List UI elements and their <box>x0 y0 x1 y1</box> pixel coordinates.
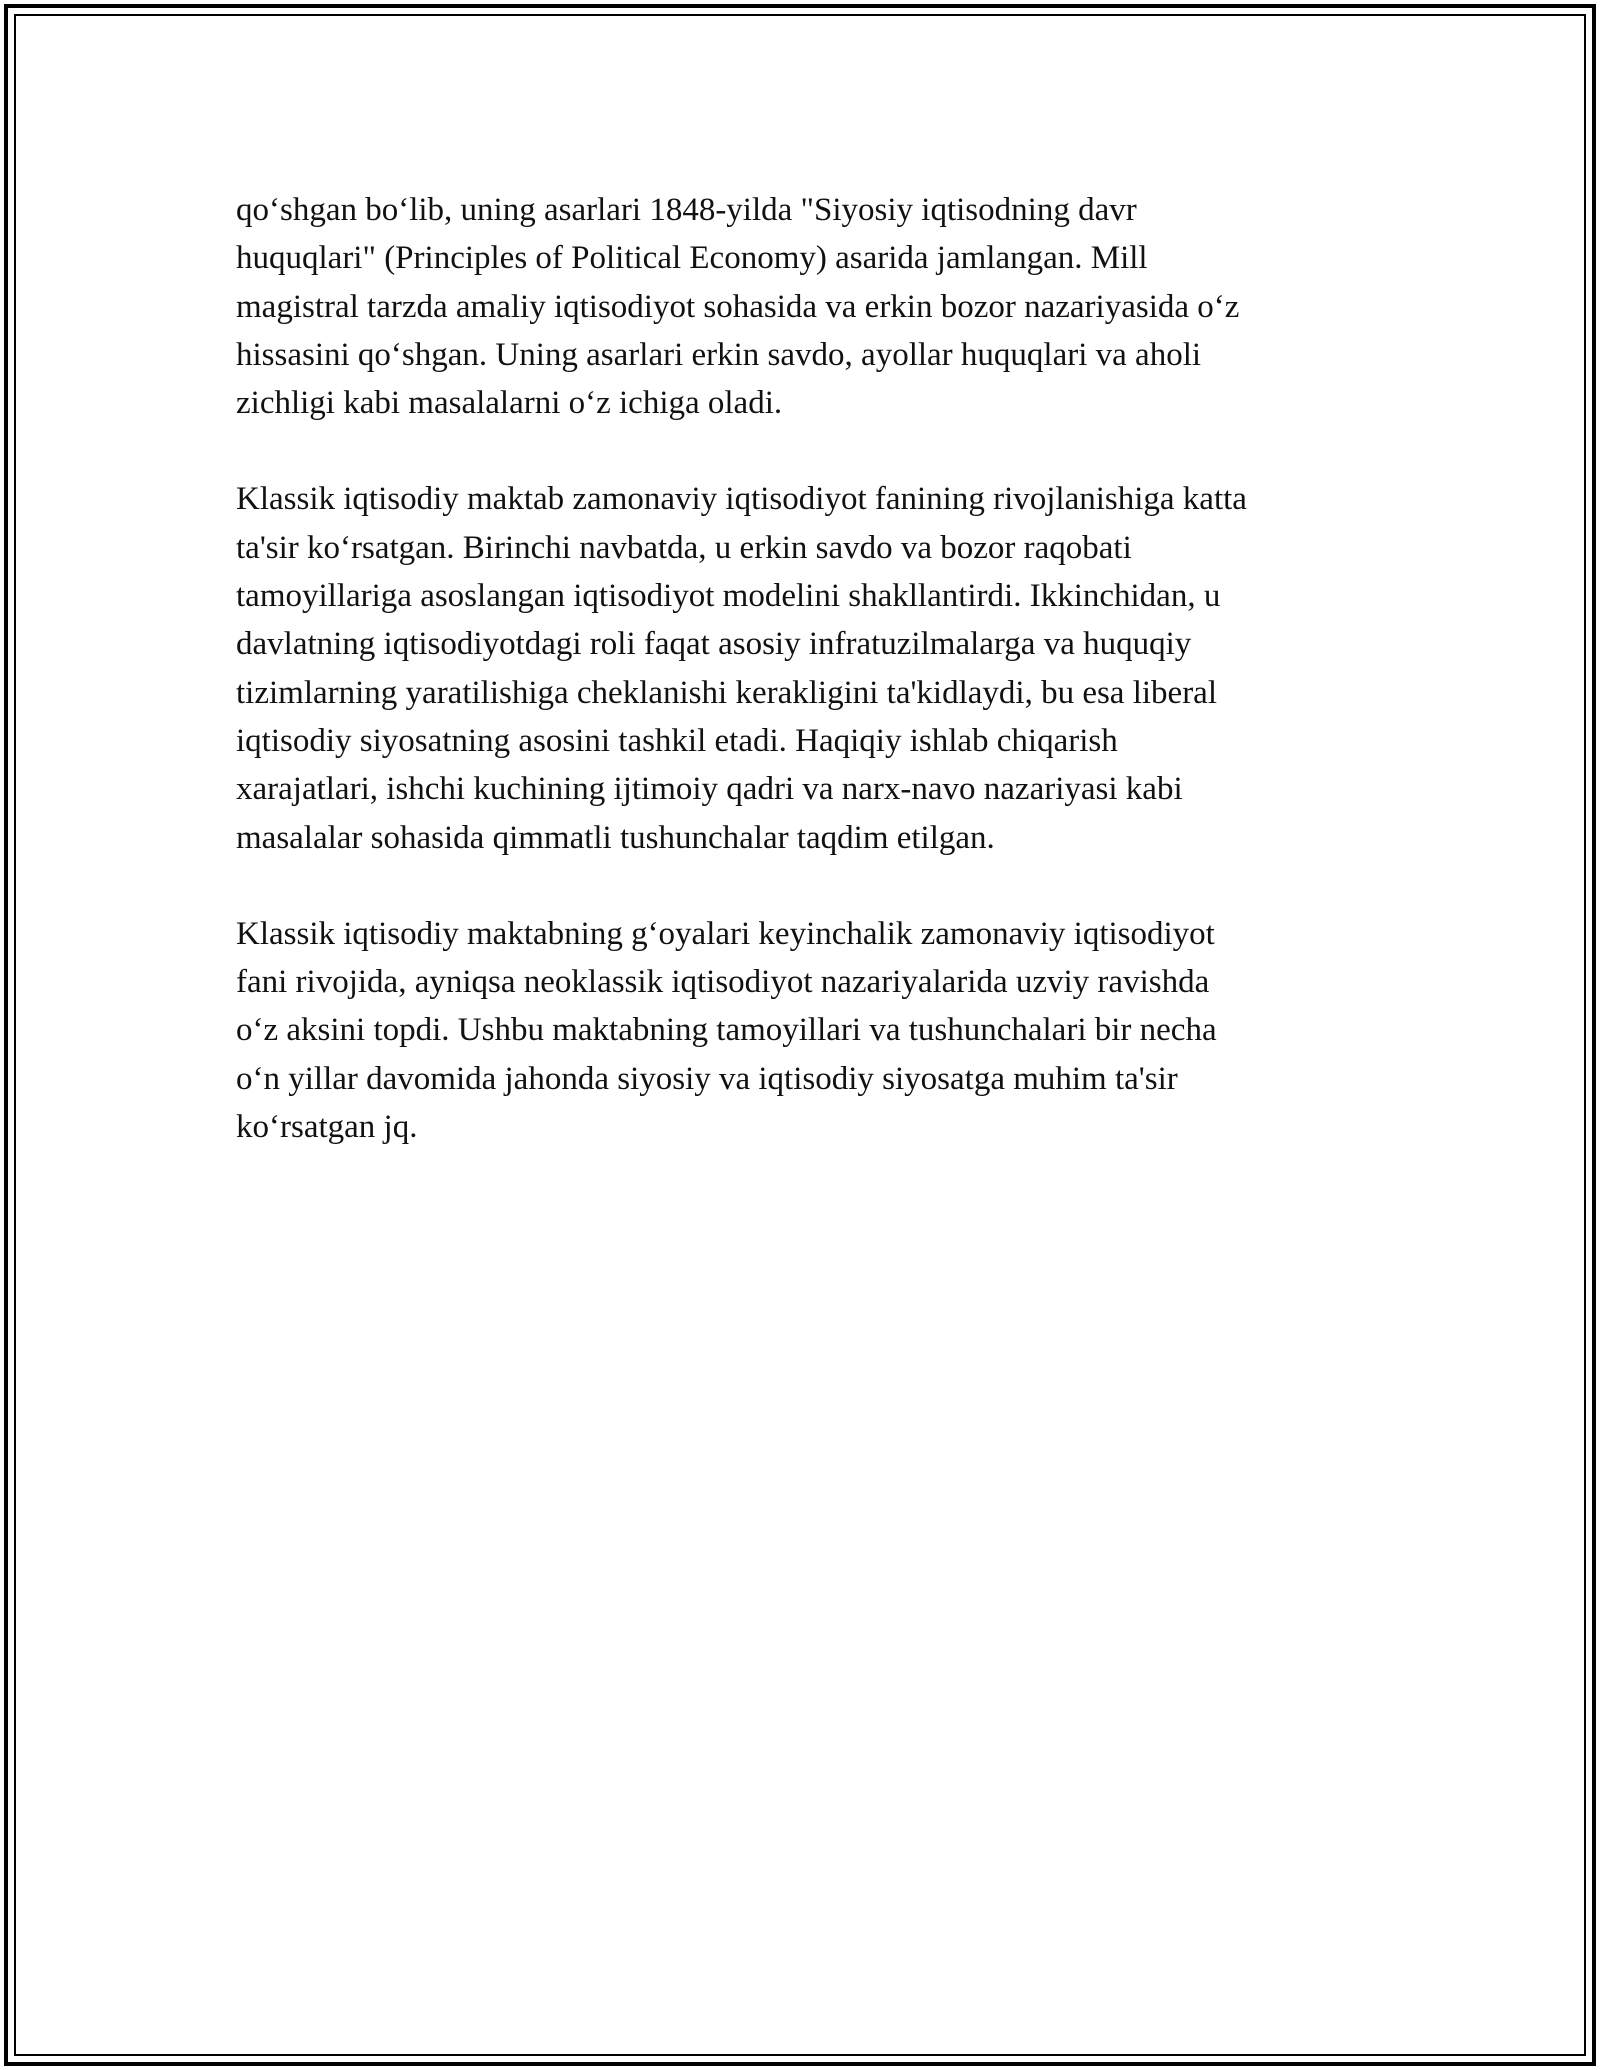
paragraph-3: Klassik iqtisodiy maktabning g‘oyalari keyinchalik zamonaviy iqtisodiyot fani rivojida, ayniqsa neoklassik iqtisodiyot nazariyalarida uzviy ravishda o‘z aksini topdi. Ushbu maktabning tamoyillari va tushunchalari bir necha o‘n yillar davomida jahonda siyosiy va iqtisodiy siyosatga muhim ta'sir ko‘rsatgan jq. <box>236 915 1217 1146</box>
document-body <box>236 186 1366 1199</box>
paragraph-2: Klassik iqtisodiy maktab zamonaviy iqtisodiyot fanining rivojlanishiga katta ta'sir ko‘rsatgan. Birinchi navbatda, u erkin savdo va bozor raqobati tamoyillariga asoslangan iqtisodiyot modelini shakllantirdi. Ikkinchidan, u davlatning iqtisodiyotdagi roli faqat asosiy infratuzilmalarga va huquqiy tizimlarning yaratilishiga cheklanishi kerakligini ta'kidlaydi, bu esa liberal iqtisodiy siyosatning asosini tashkil etadi. Haqiqiy ishlab chiqarish xarajatlari, ishchi kuchining ijtimoiy qadri va narx-navo nazariyasi kabi masalalar sohasida qimmatli tushunchalar taqdim etilgan. <box>236 481 1247 856</box>
paragraph-1: qo‘shgan bo‘lib, uning asarlari 1848-yilda "Siyosiy iqtisodning davr huquqlari" (Principles of Political Economy) asarida jamlangan. Mill magistral tarzda amaliy iqtisodiyot sohasida va erkin bozor nazariyasida o‘z hissasini qo‘shgan. Uning asarlari erkin savdo, ayollar huquqlari va aholi zichligi kabi masalalarni o‘z ichiga oladi. <box>236 192 1240 422</box>
